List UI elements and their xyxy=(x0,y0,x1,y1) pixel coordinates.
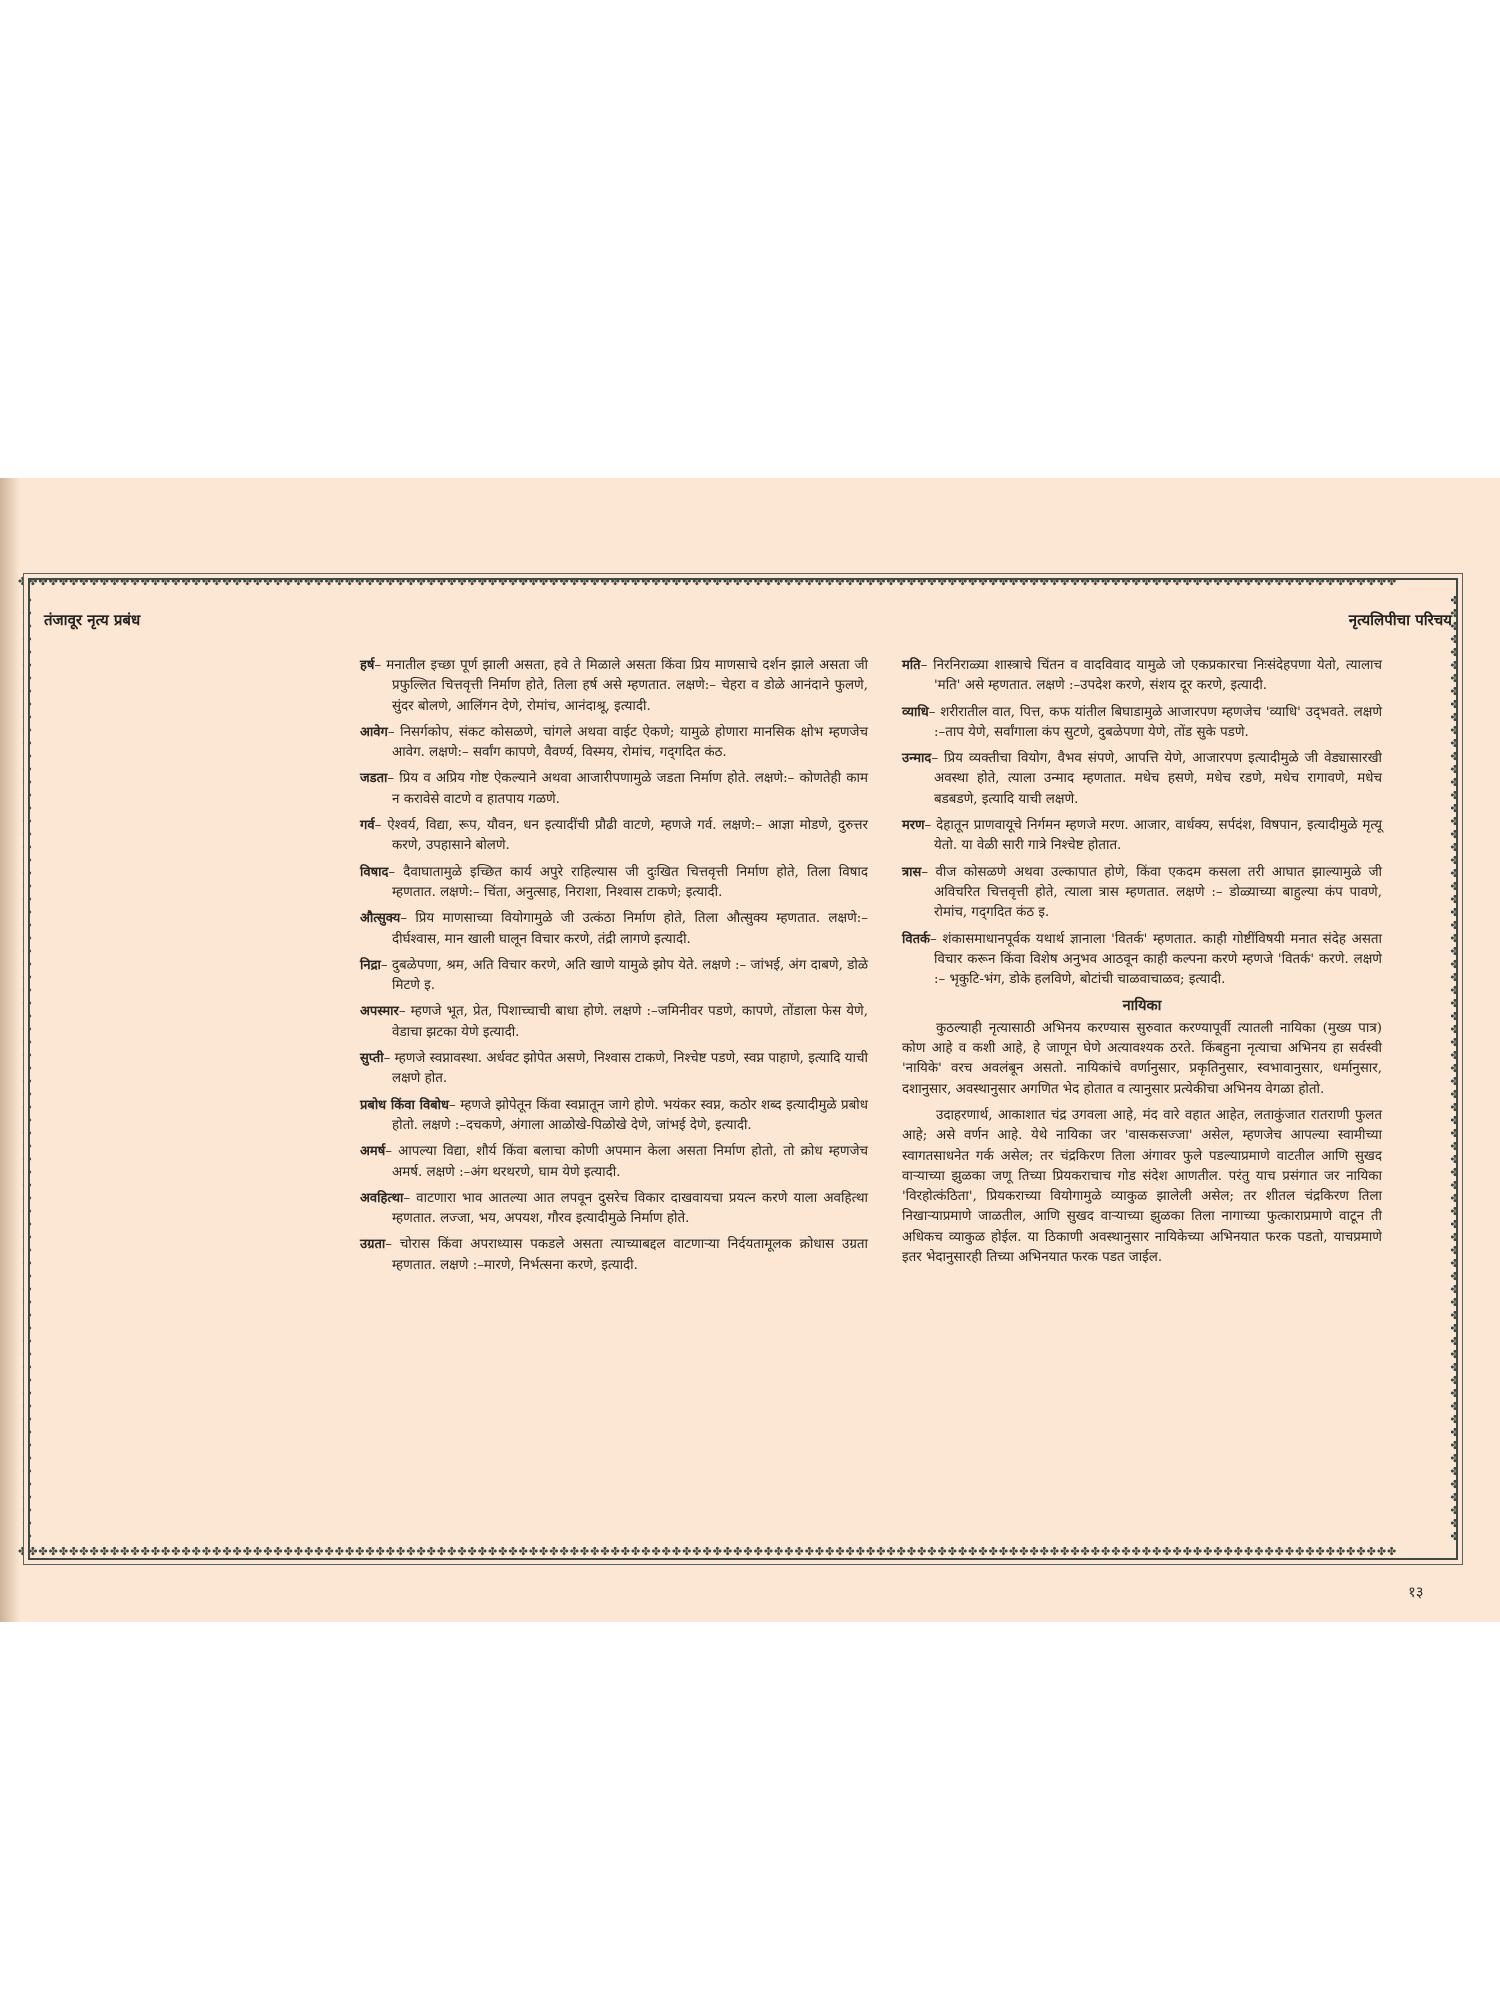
entry-term: सुप्ती xyxy=(360,1051,384,1067)
entry-text: प्रिय व्यक्तीचा वियोग, वैभव संपणे, आपत्ति येणे, आजारपण इत्यादीमुळे जी वेड्यासारखी अवस्था होते, त्याला उन्माद म्हणतात. मधेच हसणे, मधेच रडणे, मधेच रागावणे, मधेच बडबडणे, इत्यादि याची लक्षणे. xyxy=(934,751,1382,807)
entry-vishad: विषाद– दैवाघातामुळे इच्छित कार्य अपुरे राहिल्यास जी दुःखित चित्तवृत्ती निर्माण होते, तिला विषाद म्हणतात. लक्षणे:– चिंता, अनुत्साह, निराशा, निश्वास टाकणे; इत्यादी. xyxy=(360,864,868,900)
entry-term: उन्माद xyxy=(902,751,932,767)
entry-term: औत्सुक्य xyxy=(360,911,401,927)
border-ornament-left: ✤✤✤✤✤✤✤✤✤✤✤✤✤✤✤✤✤✤✤✤✤✤✤✤✤✤✤✤✤✤✤✤✤✤✤✤✤✤✤✤✤✤✤✤✤✤✤✤✤✤✤✤✤✤✤✤✤✤✤✤✤✤✤✤✤✤✤✤✤✤✤✤✤ xyxy=(22,594,32,1543)
entry-term: त्रास xyxy=(902,864,922,880)
running-head-left: तंजावूर नृत्य प्रबंध xyxy=(44,611,141,629)
entry-text: आपल्या विद्या, शौर्य किंवा बलाचा कोणी अपमान केला असता निर्माण होतो, तो क्रोध म्हणजेच अमर्ष. लक्षणे :–अंग थरथरणे, घाम येणे इत्यादी. xyxy=(392,1144,869,1180)
entry-nidra: निद्रा– दुबळेपणा, श्रम, अति विचार करणे, अति खाणे यामुळे झोप येते. लक्षणे :– जांभई, अंग दाबणे, डोळे मिटणे इ. xyxy=(360,957,869,994)
entry-text: देहातून प्राणवायूचे निर्गमन म्हणजे मरण. आजार, वार्धक्य, सर्पदंश, विषपान, इत्यादीमुळे मृत्यू येतो. या वेळी सारी गात्रे निश्चेष्ट होतात. xyxy=(934,818,1382,854)
entry-text: शरीरातील वात, पित्त, कफ यांतील बिघाडामुळे आजारपण म्हणजेच 'व्याधि' उद्‌भवते. लक्षणे :–ताप येणे, सर्वांगाला कंप सुटणे, दुबळेपणा येणे, तोंड सुके पडणे. xyxy=(934,704,1382,740)
entry-text: दुबळेपणा, श्रम, अति विचार करणे, अति खाणे यामुळे झोप येते. लक्षणे :– जांभई, अंग दाबणे, डोळे मिटणे इ. xyxy=(391,957,869,994)
entry-tras: त्रास– वीज कोसळणे अथवा उल्कापात होणे, किंवा एकदम कसला तरी आघात झाल्यामुळे जी अविचरित चित्तवृत्ती होते, त्याला त्रास म्हणतात. लक्षणे :– डोळ्याच्या बाहुल्या कंप पावणे, रोमांच, गद्‌गदित कंठ इ. xyxy=(902,864,1382,921)
entry-mati: मति– निरनिराळ्या शास्त्राचे चिंतन व वादविवाद यामुळे जो एकप्रकारचा निःसंदेहपणा येतो, त्यालाच 'मति' असे म्हणतात. लक्षणे :–उपदेश करणे, संशय दूर करणे, इत्यादी. xyxy=(902,658,1383,694)
entry-unmad: उन्माद– प्रिय व्यक्तीचा वियोग, वैभव संपणे, आपत्ति येणे, आजारपण इत्यादीमुळे जी वेड्यासारखी अवस्था होते, त्याला उन्माद म्हणतात. मधेच हसणे, मधेच रडणे, मधेच रागावणे, मधेच बडबडणे, इत्यादि याची लक्षणे. xyxy=(902,751,1382,807)
entry-amarsh: अमर्ष– आपल्या विद्या, शौर्य किंवा बलाचा कोणी अपमान केला असता निर्माण होतो, तो क्रोध म्हणजेच अमर्ष. लक्षणे :–अंग थरथरणे, घाम येणे इत्यादी. xyxy=(360,1144,869,1180)
right-column xyxy=(902,656,1382,1274)
book-page xyxy=(0,478,1500,1622)
entry-text: म्हणजे भूत, प्रेत, पिशाच्चाची बाधा होणे. लक्षणे :–जमिनीवर पडणे, कापणे, तोंडाला फेस येणे, वेडाचा झटका येणे इत्यादी. xyxy=(392,1004,868,1040)
page-number: १३ xyxy=(1408,1583,1424,1601)
entry-autsukya: औत्सुक्य– प्रिय माणसाच्या वियोगामुळे जी उत्कंठा निर्माण होते, तिला औत्सुक्य म्हणतात. लक्षणे:– दीर्घश्वास, मान खाली घालून विचार करणे, तंद्री लागणे इत्यादी. xyxy=(360,911,869,947)
entry-term: प्रबोध किंवा विबोध xyxy=(360,1097,450,1113)
entry-term: अमर्ष xyxy=(360,1144,386,1160)
left-column xyxy=(360,656,868,1282)
entry-term: उग्रता xyxy=(360,1237,386,1253)
section-heading-nayika: नायिका xyxy=(1122,998,1162,1015)
entry-text: प्रिय माणसाच्या वियोगामुळे जी उत्कंठा निर्माण होते, तिला औत्सुक्य म्हणतात. लक्षणे:– दीर्घश्वास, मान खाली घालून विचार करणे, तंद्री लागणे इत्यादी. xyxy=(392,911,869,947)
book-spine-edge xyxy=(0,478,20,1622)
entry-term: विषाद xyxy=(360,864,389,880)
entry-prabodh: प्रबोध किंवा विबोध– म्हणजे झोपेतून किंवा स्वप्नातून जागे होणे. भयंकर स्वप्न, कठोर शब्द इत्यादीमुळे प्रबोध होतो. लक्षणे :–दचकणे, अंगाला आळोखे-पिळोखे देणे, जांभई देणे, इत्यादी. xyxy=(360,1097,869,1133)
entry-term: हर्ष xyxy=(360,658,375,673)
entry-text: वाटणारा भाव आतल्या आत लपवून दुसरेच विकार दाखवायचा प्रयत्न करणे याला अवहित्था म्हणतात. लज्जा, भय, अपयश, गौरव इत्यादीमुळे निर्माण होते. xyxy=(392,1190,868,1227)
entry-avahittha: अवहित्था– वाटणारा भाव आतल्या आत लपवून दुसरेच विकार दाखवायचा प्रयत्न करणे याला अवहित्था म्हणतात. लज्जा, भय, अपयश, गौरव इत्यादीमुळे निर्माण होते. xyxy=(360,1190,868,1227)
entry-aveg: आवेग– निसर्गकोप, संकट कोसळणे, चांगले अथवा वाईट ऐकणे; यामुळे होणारा मानसिक क्षोभ म्हणजेच आवेग. लक्षणे:– सर्वांग कापणे, वैवर्ण्य, विस्मय, रोमांच, गद्‌गदित कंठ. xyxy=(360,724,868,761)
entry-term: गर्व xyxy=(360,818,375,834)
entry-term: आवेग xyxy=(360,724,388,740)
entry-term: वितर्क xyxy=(902,931,930,947)
entry-term: अवहित्था xyxy=(360,1190,404,1206)
section-paragraph: उदाहरणार्थ, आकाशात चंद्र उगवला आहे, मंद वारे वहात आहेत, लताकुंजात रातराणी फुलत आहे; असे वर्णन आहे. येथे नायिका जर 'वासकसज्जा' असेल, म्हणजेच आपल्या स्वामीच्या स्वागतसाधनेत गर्क असेल; तर चंद्रकिरण तिला अंगावर फुले पडल्याप्रमाणे वाटतील आणि सुखद वाऱ्याच्या झुळका जणू तिच्या प्रियकराचाच गोड संदेश आणतील. परंतु याच प्रसंगात जर नायिका 'विरहोत्कंठिता', प्रियकराच्या वियोगामुळे व्याकुळ झालेली असेल; तर शीतल चंद्रकिरण तिला निखाऱ्याप्रमाणे जाळतील, आणि सुखद वाऱ्याच्या झुळका तिला नागाच्या फुत्काराप्रमाणे वाटून ती अधिकच व्याकुळ होईल. या ठिकाणी अवस्थानुसार नायिकेच्या अभिनयात फरक पडतो, याचप्रमाणे इतर भेदानुसारही तिच्या अभिनयात फरक पडत जाईल. xyxy=(902,1107,1382,1266)
section-paragraph: कुठल्याही नृत्यासाठी अभिनय करण्यास सुरुवात करण्यापूर्वी त्यातली नायिका (मुख्य पात्र) कोण आहे व कशी आहे, हे जाणून घेणे अत्यावश्यक ठरते. किंबहुना नृत्याचा अभिनय हा सर्वस्वी 'नायिके' वरच अवलंबून असतो. नायिकांचे वर्णानुसार, प्रकृतिनुसार, स्वभावानुसार, धर्मानुसार, दशानुसार, अवस्थानुसार अगणित भेद होतात व त्यानुसार प्रत्येकीचा अभिनय वेगळा होतो. xyxy=(902,1020,1382,1097)
entry-garv: गर्व– ऐश्वर्य, विद्या, रूप, यौवन, धन इत्यादींची प्रौढी वाटणे, म्हणजे गर्व. लक्षणे:– आज्ञा मोडणे, दुरुत्तर करणे, उपहासाने बोलणे. xyxy=(360,818,869,854)
entry-text: चोरास किंवा अपराध्यास पकडले असता त्याच्याबद्दल वाटणाऱ्या निर्दयतामूलक क्रोधास उग्रता म्हणतात. लक्षणे :–मारणे, निर्भत्सना करणे, इत्यादी. xyxy=(392,1237,869,1273)
entry-term: मरण xyxy=(902,818,925,834)
entry-term: अपस्मार xyxy=(360,1004,399,1020)
entry-supti: सुप्ती– म्हणजे स्वप्नावस्था. अर्धवट झोपेत असणे, निश्वास टाकणे, निश्चेष्ट पडणे, स्वप्न पाहाणे, इत्यादि याची लक्षणे होत. xyxy=(360,1051,868,1087)
border-ornament-right: ✤✤✤✤✤✤✤✤✤✤✤✤✤✤✤✤✤✤✤✤✤✤✤✤✤✤✤✤✤✤✤✤✤✤✤✤✤✤✤✤✤✤✤✤✤✤✤✤✤✤✤✤✤✤✤✤✤✤✤✤✤✤✤✤✤✤✤✤✤✤✤✤✤ xyxy=(1450,594,1460,1543)
entry-text: म्हणजे झोपेतून किंवा स्वप्नातून जागे होणे. भयंकर स्वप्न, कठोर शब्द इत्यादीमुळे प्रबोध होतो. लक्षणे :–दचकणे, अंगाला आळोखे-पिळोखे देणे, जांभई देणे, इत्यादी. xyxy=(392,1097,869,1133)
border-ornament-bottom: ✤✤✤✤✤✤✤✤✤✤✤✤✤✤✤✤✤✤✤✤✤✤✤✤✤✤✤✤✤✤✤✤✤✤✤✤✤✤✤✤✤✤✤✤✤✤✤✤✤✤✤✤✤✤✤✤✤✤✤✤✤✤✤✤✤✤✤✤✤✤✤✤✤✤✤✤✤✤✤✤✤✤✤✤✤✤✤✤✤✤✤✤✤✤✤✤✤✤✤✤✤✤✤✤✤✤✤✤✤✤✤✤✤✤✤✤✤✤✤✤✤✤✤✤✤✤✤✤✤✤✤✤✤✤✤ xyxy=(18,1545,1398,1558)
entry-text: निसर्गकोप, संकट कोसळणे, चांगले अथवा वाईट ऐकणे; यामुळे होणारा मानसिक क्षोभ म्हणजेच आवेग. लक्षणे:– सर्वांग कापणे, वैवर्ण्य, विस्मय, रोमांच, गद्‌गदित कंठ. xyxy=(392,724,868,761)
entry-vitark: वितर्क– शंकासमाधानपूर्वक यथार्थ ज्ञानाला 'वितर्क' म्हणतात. काही गोष्टींविषयी मनात संदेह असता विचार करून किंवा विशेष अनुभव आठवून काही कल्पना करणे म्हणजे 'वितर्क' करणे. लक्षणे :– भृकुटि-भंग, डोके हलविणे, बोटांची चाळवाचाळव; इत्यादी. xyxy=(902,931,1382,988)
entry-text: दैवाघातामुळे इच्छित कार्य अपुरे राहिल्यास जी दुःखित चित्तवृत्ती निर्माण होते, तिला विषाद म्हणतात. लक्षणे:– चिंता, अनुत्साह, निराशा, निश्वास टाकणे; इत्यादी. xyxy=(392,864,868,900)
entry-apasmar: अपस्मार– म्हणजे भूत, प्रेत, पिशाच्चाची बाधा होणे. लक्षणे :–जमिनीवर पडणे, कापणे, तोंडाला फेस येणे, वेडाचा झटका येणे इत्यादी. xyxy=(360,1004,868,1040)
entry-term: मति xyxy=(902,658,921,673)
entry-text: ऐश्वर्य, विद्या, रूप, यौवन, धन इत्यादींची प्रौढी वाटणे, म्हणजे गर्व. लक्षणे:– आज्ञा मोडणे, दुरुत्तर करणे, उपहासाने बोलणे. xyxy=(387,818,869,854)
entry-text: म्हणजे स्वप्नावस्था. अर्धवट झोपेत असणे, निश्वास टाकणे, निश्चेष्ट पडणे, स्वप्न पाहाणे, इत्यादि याची लक्षणे होत. xyxy=(392,1051,868,1087)
entry-term: व्याधि xyxy=(902,704,929,720)
entry-vyadhi: व्याधि– शरीरातील वात, पित्त, कफ यांतील बिघाडामुळे आजारपण म्हणजेच 'व्याधि' उद्‌भवते. लक्षणे :–ताप येणे, सर्वांगाला कंप सुटणे, दुबळेपणा येणे, तोंड सुके पडणे. xyxy=(902,704,1382,740)
entry-harsh: हर्ष– मनातील इच्छा पूर्ण झाली असता, हवे ते मिळाले असता किंवा प्रिय माणसाचे दर्शन झाले असता जी प्रफुल्लित चित्तवृत्ती निर्माण होते, तिला हर्ष असे म्हणतात. लक्षणे:– चेहरा व डोळे आनंदाने फुलणे, सुंदर बोलणे, आलिंगन देणे, रोमांच, आनंदाश्रू, इत्यादी. xyxy=(360,658,868,714)
entry-text: प्रिय व अप्रिय गोष्ट ऐकल्याने अथवा आजारीपणामुळे जडता निर्माण होते. लक्षणे:– कोणतेही काम न करावेसे वाटणे व हातपाय गळणे. xyxy=(392,771,868,807)
entry-term: निद्रा xyxy=(360,957,381,973)
running-head-right: नृत्यलिपीचा परिचय xyxy=(1348,611,1452,629)
border-ornament-top: ✤✤✤✤✤✤✤✤✤✤✤✤✤✤✤✤✤✤✤✤✤✤✤✤✤✤✤✤✤✤✤✤✤✤✤✤✤✤✤✤✤✤✤✤✤✤✤✤✤✤✤✤✤✤✤✤✤✤✤✤✤✤✤✤✤✤✤✤✤✤✤✤✤✤✤✤✤✤✤✤✤✤✤✤✤✤✤✤✤✤✤✤✤✤✤✤✤✤✤✤✤✤✤✤✤✤✤✤✤✤✤✤✤✤✤✤✤✤✤✤✤✤✤✤✤✤✤✤✤✤✤✤✤✤✤ xyxy=(18,575,1398,588)
entry-text: निरनिराळ्या शास्त्राचे चिंतन व वादविवाद यामुळे जो एकप्रकारचा निःसंदेहपणा येतो, त्यालाच 'मति' असे म्हणतात. लक्षणे :–उपदेश करणे, संशय दूर करणे, इत्यादी. xyxy=(933,658,1383,694)
entry-text: मनातील इच्छा पूर्ण झाली असता, हवे ते मिळाले असता किंवा प्रिय माणसाचे दर्शन झाले असता जी प्रफुल्लित चित्तवृत्ती निर्माण होते, तिला हर्ष असे म्हणतात. लक्षणे:– चेहरा व डोळे आनंदाने फुलणे, सुंदर बोलणे, आलिंगन देणे, रोमांच, आनंदाश्रू, इत्यादी. xyxy=(386,658,868,714)
entry-maran: मरण– देहातून प्राणवायूचे निर्गमन म्हणजे मरण. आजार, वार्धक्य, सर्पदंश, विषपान, इत्यादीमुळे मृत्यू येतो. या वेळी सारी गात्रे निश्चेष्ट होतात. xyxy=(902,818,1382,854)
entry-text: वीज कोसळणे अथवा उल्कापात होणे, किंवा एकदम कसला तरी आघात झाल्यामुळे जी अविचरित चित्तवृत्ती होते, त्याला त्रास म्हणतात. लक्षणे :– डोळ्याच्या बाहुल्या कंप पावणे, रोमांच, गद्‌गदित कंठ इ. xyxy=(934,864,1382,921)
entry-jadata: जडता– प्रिय व अप्रिय गोष्ट ऐकल्याने अथवा आजारीपणामुळे जडता निर्माण होते. लक्षणे:– कोणतेही काम न करावेसे वाटणे व हातपाय गळणे. xyxy=(360,771,868,807)
entry-text: शंकासमाधानपूर्वक यथार्थ ज्ञानाला 'वितर्क' म्हणतात. काही गोष्टींविषयी मनात संदेह असता विचार करून किंवा विशेष अनुभव आठवून काही कल्पना करणे म्हणजे 'वितर्क' करणे. लक्षणे :– भृकुटि-भंग, डोके हलविणे, बोटांची चाळवाचाळव; इत्यादी. xyxy=(934,931,1382,988)
entry-ugrata: उग्रता– चोरास किंवा अपराध्यास पकडले असता त्याच्याबद्दल वाटणाऱ्या निर्दयतामूलक क्रोधास उग्रता म्हणतात. लक्षणे :–मारणे, निर्भत्सना करणे, इत्यादी. xyxy=(360,1237,869,1273)
entry-term: जडता xyxy=(360,771,388,787)
